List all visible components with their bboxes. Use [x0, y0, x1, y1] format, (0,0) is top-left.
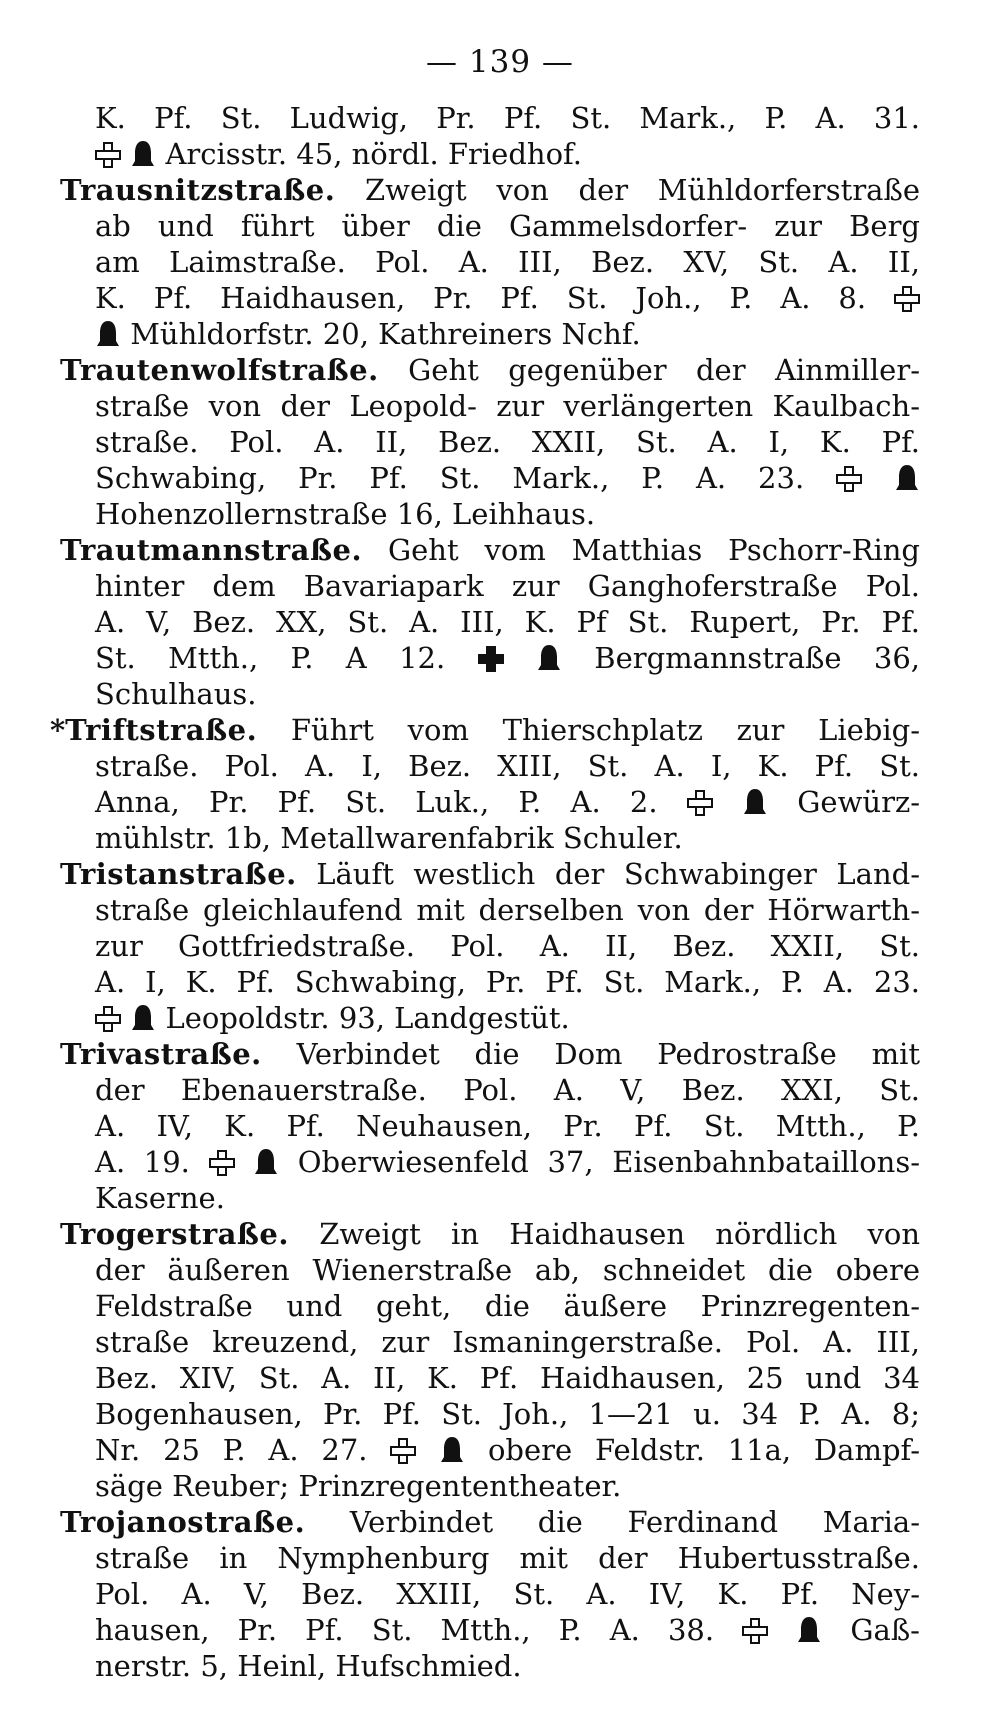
entry-first-line [60, 1036, 920, 1072]
text-line: Kaserne. [95, 1181, 225, 1215]
entry-first-line [60, 856, 920, 892]
text-run: hausen, Pr. Pf. St. Mtth., P. A. 38. [95, 1613, 715, 1647]
text-line [60, 640, 920, 676]
star-marker: * [50, 713, 66, 747]
street-entry [50, 712, 920, 856]
text-run: St. Mtth., P. A 12. [95, 641, 446, 675]
cross-solid-icon [478, 646, 504, 672]
text-run: Geht gegenüber der Ainmiller- [408, 353, 920, 387]
text-line [60, 460, 920, 496]
text-run: Oberwiesenfeld 37, Eisenbahnbataillons- [297, 1145, 920, 1179]
text-run: A. 19. [95, 1145, 190, 1179]
text-run: Verbindet die Dom Pedrostraße mit [296, 1037, 920, 1071]
text-run: Läuft westlich der Schwabinger Land- [316, 857, 920, 891]
text-line: am Laimstraße. Pol. A. III, Bez. XV, St. A. II, [95, 245, 920, 279]
text-line: straße. Pol. A. II, Bez. XXII, St. A. I, K. Pf. [95, 425, 920, 459]
continuation-block [95, 100, 920, 172]
bell-icon [742, 787, 768, 817]
street-heading: Trogerstraße. [60, 1217, 289, 1251]
street-heading: Trausnitzstraße. [60, 173, 336, 207]
text-line: zur Gottfriedstraße. Pol. A. II, Bez. XXII, St. [95, 929, 920, 963]
text-line: Bogenhausen, Pr. Pf. St. Joh., 1—21 u. 34 P. A. 8; [95, 1397, 920, 1431]
text-run: Zweigt von der Mühldorferstraße [365, 173, 920, 207]
text-run: obere Feldstr. 11a, Dampf- [487, 1433, 920, 1467]
entry-first-line [60, 1504, 920, 1540]
bell-icon [894, 463, 920, 493]
text-line: A. IV, K. Pf. Neuhausen, Pr. Pf. St. Mtth., P. [95, 1109, 920, 1143]
text-line: Pol. A. V, Bez. XXIII, St. A. IV, K. Pf. Ney- [95, 1577, 920, 1611]
cross-outline-icon [742, 1618, 768, 1644]
text-line: straße. Pol. A. I, Bez. XIII, St. A. I, K. Pf. St. [95, 749, 920, 783]
text-line: straße kreuzend, zur Ismaningerstraße. Pol. A. III, [95, 1325, 920, 1359]
street-heading: Triftstraße. [65, 713, 258, 747]
text-run: Nr. 25 P. A. 27. [95, 1433, 368, 1467]
text-line [60, 280, 920, 316]
text-line: der äußeren Wienerstraße ab, schneidet die obere [95, 1253, 920, 1287]
text-line: ab und führt über die Gammelsdorfer- zur Berg [95, 209, 920, 243]
text-line [50, 784, 920, 820]
bell-icon [796, 1615, 822, 1645]
street-heading: Trautenwolfstraße. [60, 353, 379, 387]
text-run: Schwabing, Pr. Pf. St. Mark., P. A. 23. [95, 461, 805, 495]
bell-icon [95, 319, 121, 349]
text-line: Bez. XIV, St. A. II, K. Pf. Haidhausen, 25 und 34 [95, 1361, 920, 1395]
text-run: Arcisstr. 45, nördl. Friedhof. [165, 137, 582, 171]
street-entry [60, 1216, 920, 1504]
cross-outline-icon [687, 790, 713, 816]
cross-outline-icon [894, 286, 920, 312]
cross-outline-icon [836, 466, 862, 492]
bell-icon [253, 1147, 279, 1177]
text-run: Gewürz- [797, 785, 920, 819]
text-line: Schulhaus. [95, 677, 257, 711]
entry-first-line [60, 1216, 920, 1252]
text-run: Leopoldstr. 93, Landgestüt. [165, 1001, 570, 1035]
entry-first-line [50, 712, 920, 748]
text-run: Bergmannstraße 36, [594, 641, 920, 675]
text-run: Gaß- [850, 1613, 920, 1647]
text-line: Feldstraße und geht, die äußere Prinzregenten- [95, 1289, 920, 1323]
text-line: straße in Nymphenburg mit der Hubertusstraße. [95, 1541, 920, 1575]
text-line: hinter dem Bavariapark zur Ganghoferstraße Pol. [95, 569, 920, 603]
bell-icon [130, 1003, 156, 1033]
text-line [60, 1144, 920, 1180]
cross-outline-icon [209, 1150, 235, 1176]
text-line: der Ebenauerstraße. Pol. A. V, Bez. XXI, St. [95, 1073, 920, 1107]
text-line: straße von der Leopold- zur verlängerten Kaulbach- [95, 389, 920, 423]
street-entry [60, 856, 920, 1036]
street-entry [60, 1504, 920, 1684]
text-line: K. Pf. St. Ludwig, Pr. Pf. St. Mark., P. A. 31. [95, 101, 920, 135]
text-line [95, 136, 920, 172]
text-run: Anna, Pr. Pf. St. Luk., P. A. 2. [95, 785, 658, 819]
street-heading: Trivastraße. [60, 1037, 262, 1071]
text-run: Mühldorfstr. 20, Kathreiners Nchf. [130, 317, 641, 351]
street-heading: Trojanostraße. [60, 1505, 306, 1539]
street-entry [60, 172, 920, 352]
entry-first-line [60, 172, 920, 208]
cross-outline-icon [390, 1438, 416, 1464]
bell-icon [536, 643, 562, 673]
street-entry [60, 1036, 920, 1216]
text-line: A. I, K. Pf. Schwabing, Pr. Pf. St. Mark., P. A. 23. [95, 965, 920, 999]
cross-outline-icon [95, 1006, 121, 1032]
text-line [60, 1612, 920, 1648]
page-number: — 139 — [426, 44, 574, 80]
text-line: Hohenzollernstraße 16, Leihhaus. [95, 497, 596, 531]
entry-first-line [60, 352, 920, 388]
text-line: nerstr. 5, Heinl, Hufschmied. [95, 1649, 522, 1683]
street-heading: Trautmannstraße. [60, 533, 363, 567]
text-line: A. V, Bez. XX, St. A. III, K. Pf St. Rupert, Pr. Pf. [95, 605, 920, 639]
text-run: Führt vom Thierschplatz zur Liebig- [290, 713, 920, 747]
bell-icon [439, 1435, 465, 1465]
text-line: straße gleichlaufend mit derselben von der Hörwarth- [95, 893, 920, 927]
text-line [60, 1000, 920, 1036]
text-run: Zweigt in Haidhausen nördlich von [319, 1217, 920, 1251]
street-heading: Tristanstraße. [60, 857, 297, 891]
directory-entries [50, 100, 920, 1684]
text-line [60, 1432, 920, 1468]
text-run: Verbindet die Ferdinand Maria- [349, 1505, 920, 1539]
street-entry [60, 532, 920, 712]
entry-first-line [60, 532, 920, 568]
text-line: mühlstr. 1b, Metallwarenfabrik Schuler. [95, 821, 683, 855]
street-entry [60, 352, 920, 532]
bell-icon [130, 139, 156, 169]
text-line [60, 316, 920, 352]
cross-outline-icon [95, 142, 121, 168]
text-run: Geht vom Matthias Pschorr-Ring [387, 533, 920, 567]
text-run: K. Pf. Haidhausen, Pr. Pf. St. Joh., P. A. 8. [95, 281, 867, 315]
text-line: säge Reuber; Prinzregententheater. [95, 1469, 622, 1503]
